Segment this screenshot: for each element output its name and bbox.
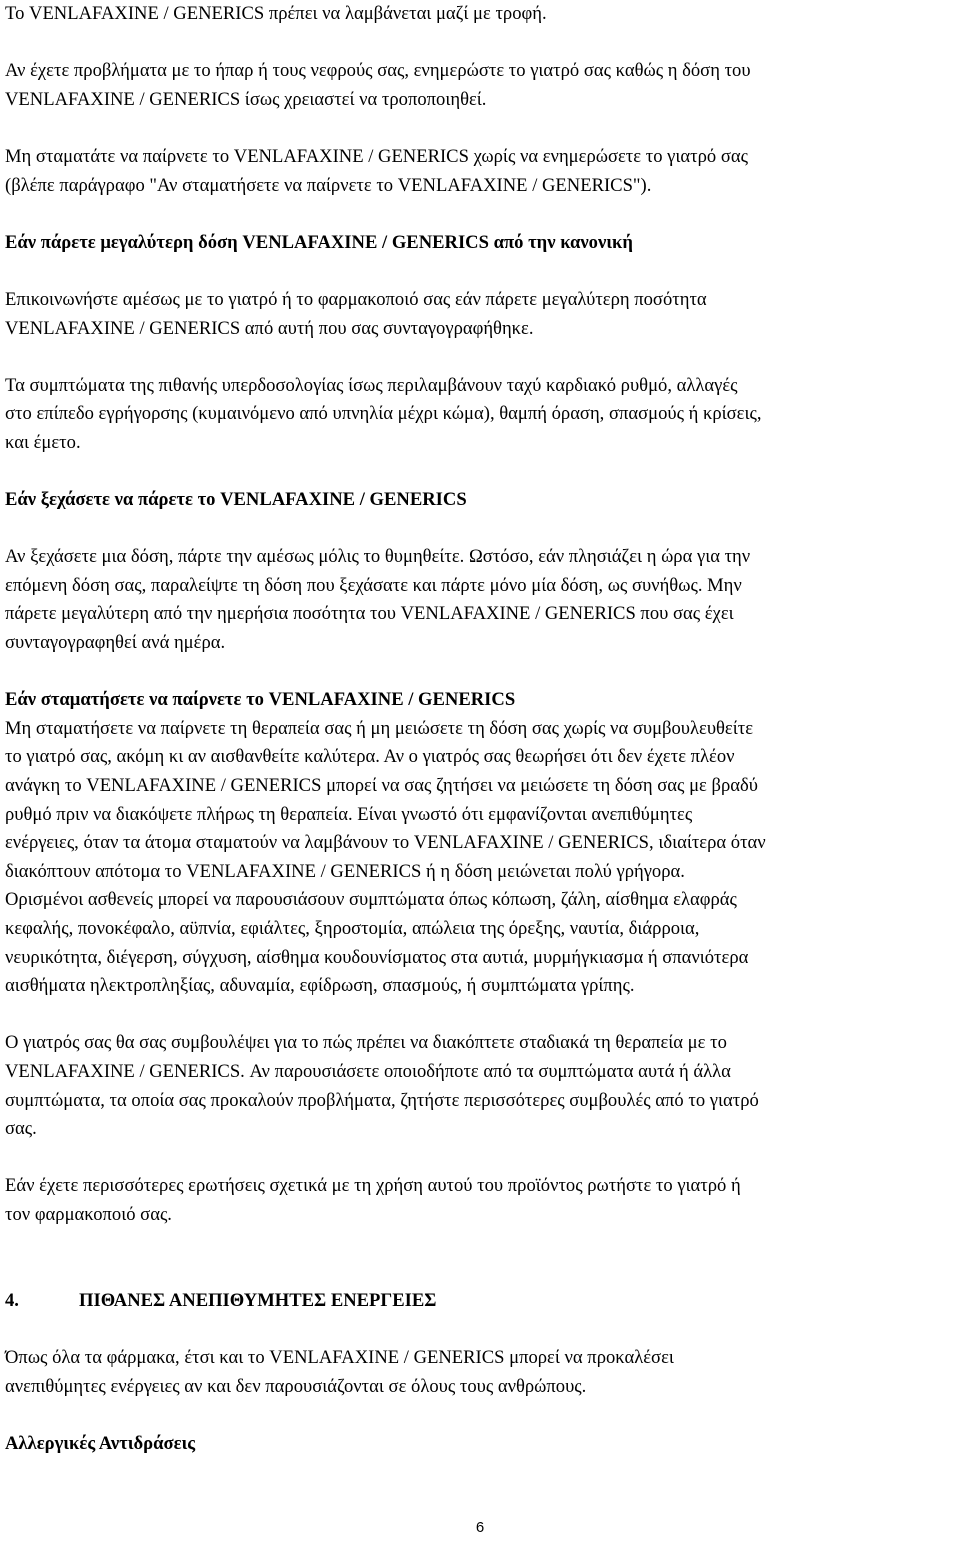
- text-line: Μη σταματάτε να παίρνετε το VENLAFAXINE / GENERICS χωρίς να ενημερώσετε το γιατρό σας: [5, 145, 748, 167]
- spacer: [5, 1001, 955, 1030]
- heading-forget-dose: Εάν ξεχάσετε να πάρετε το VENLAFAXINE / GENERICS: [5, 489, 467, 511]
- text-line: ανάγκη το VENLAFAXINE / GENERICS μπορεί να σας ζητήσει να μειώσετε τη δόση σας με βραδύ: [5, 775, 758, 797]
- text-line: στο επίπεδο εγρήγορσης (κυμαινόμενο από υπνηλία μέχρι κώμα), θαμπή όραση, σπασμούς ή κρίσεις,: [5, 403, 762, 425]
- text-line: συνταγογραφηθεί ανά ημέρα.: [5, 632, 226, 654]
- heading-overdose: Εάν πάρετε μεγαλύτερη δόση VENLAFAXINE / GENERICS από την κανονική: [5, 231, 633, 253]
- text-line: σας.: [5, 1118, 37, 1140]
- text-line: και έμετο.: [5, 431, 81, 453]
- text-line: Μη σταματήσετε να παίρνετε τη θεραπεία σας ή μη μειώσετε τη δόση σας χωρίς να συμβουλευθείτε: [5, 717, 754, 739]
- section-heading: [5, 1287, 955, 1316]
- text-line: Τα συμπτώματα της πιθανής υπερδοσολογίας ίσως περιλαμβάνουν ταχύ καρδιακό ρυθμό, αλλαγές: [5, 374, 738, 396]
- text-line: VENLAFAXINE / GENERICS από αυτή που σας συνταγογραφήθηκε.: [5, 317, 534, 339]
- spacer: [5, 1401, 955, 1430]
- paragraph-doctor-advice: [5, 1029, 955, 1143]
- paragraph-missed-dose: [5, 543, 955, 657]
- spacer: [5, 458, 955, 487]
- text-line: ενέργειες, όταν τα άτομα σταματούν να λαμβάνουν το VENLAFAXINE / GENERICS, ιδιαίτερα όταν: [5, 832, 766, 854]
- paragraph-do-not-stop: [5, 143, 955, 200]
- spacer: [5, 29, 955, 58]
- text-line: VENLAFAXINE / GENERICS. Αν παρουσιάσετε οποιοδήποτε από τα συμπτώματα αυτά ή άλλα: [5, 1060, 731, 1082]
- text-line: Αν έχετε προβλήματα με το ήπαρ ή τους νεφρούς σας, ενημερώστε το γιατρό σας καθώς η δόση του: [5, 60, 751, 82]
- text-line: αισθήματα ηλεκτροπληξίας, αδυναμία, εφίδρωση, σπασμούς, ή συμπτώματα γρίπης.: [5, 975, 635, 997]
- spacer: [5, 515, 955, 544]
- heading-stop-taking: Εάν σταματήσετε να παίρνετε το VENLAFAXINE / GENERICS: [5, 689, 516, 711]
- text-line: Όπως όλα τα φάρμακα, έτσι και το VENLAFAXINE / GENERICS μπορεί να προκαλέσει: [5, 1346, 674, 1368]
- spacer: [5, 257, 955, 286]
- text-line: Το VENLAFAXINE / GENERICS πρέπει να λαμβάνεται μαζί με τροφή.: [5, 3, 547, 24]
- spacer: [5, 1144, 955, 1173]
- paragraph-overdose-symptoms: [5, 372, 955, 458]
- text-line: VENLAFAXINE / GENERICS ίσως χρειαστεί να τροποποιηθεί.: [5, 88, 487, 110]
- paragraph-side-effects-intro: [5, 1344, 955, 1401]
- text-line: ανεπιθύμητες ενέργειες αν και δεν παρουσιάζονται σε όλους τους ανθρώπους.: [5, 1375, 587, 1397]
- text-line: το γιατρό σας, ακόμη κι αν αισθανθείτε καλύτερα. Αν ο γιατρός σας θεωρήσει ότι δεν έχετε πλέον: [5, 746, 735, 768]
- text-line: νευρικότητα, διέγερση, σύγχυση, αίσθημα κουδουνίσματος στα αυτιά, μυρμήγκιασμα ή σπανιότερα: [5, 946, 749, 968]
- text-line: Αν ξεχάσετε μια δόση, πάρτε την αμέσως μόλις το θυμηθείτε. Ωστόσο, εάν πλησιάζει η ώρα για την: [5, 546, 751, 568]
- text-line: Εάν έχετε περισσότερες ερωτήσεις σχετικά με τη χρήση αυτού του προϊόντος ρωτήστε το γιατρό ή: [5, 1175, 741, 1197]
- text-line: Ορισμένοι ασθενείς μπορεί να παρουσιάσουν συμπτώματα όπως κόπωση, ζάλη, αίσθημα ελαφράς: [5, 889, 737, 911]
- text-line: τον φαρμακοποιό σας.: [5, 1203, 172, 1225]
- spacer: [5, 114, 955, 143]
- text-line: κεφαλής, πονοκέφαλο, αϋπνία, εφιάλτες, ξηροστομία, απώλεια της όρεξης, ναυτία, διάρροια,: [5, 918, 700, 939]
- document-page: [5, 0, 955, 1458]
- paragraph-overdose-contact: [5, 286, 955, 343]
- text-line: Ο γιατρός σας θα σας συμβουλέψει για το πώς πρέπει να διακόπτετε σταδιακά τη θεραπεία με το: [5, 1032, 727, 1054]
- spacer: [5, 1258, 955, 1287]
- section-title: ΠΙΘΑΝΕΣ ΑΝΕΠΙΘΥΜΗΤΕΣ ΕΝΕΡΓΕΙΕΣ: [79, 1289, 437, 1311]
- section-number: 4.: [5, 1289, 19, 1311]
- spacer: [5, 200, 955, 229]
- text-line: επόμενη δόση σας, παραλείψτε τη δόση που ξεχάσατε και πάρτε μόνο μία δόση, ως συνήθως. Μην: [5, 574, 742, 596]
- spacer: [5, 658, 955, 687]
- spacer: [5, 1230, 955, 1259]
- paragraph-more-questions: [5, 1172, 955, 1229]
- spacer: [5, 1315, 955, 1344]
- text-line: διακόπτουν απότομα το VENLAFAXINE / GENERICS ή η δόση μειώνεται πολύ γρήγορα.: [5, 860, 685, 882]
- paragraph-take-with-food: [5, 0, 955, 29]
- text-line: ρυθμό πριν να διακόψετε πλήρως τη θεραπεία. Είναι γνωστό ότι εμφανίζονται ανεπιθύμητες: [5, 803, 693, 825]
- paragraph-stopping-treatment: [5, 715, 955, 1001]
- text-line: συμπτώματα, τα οποία σας προκαλούν προβλήματα, ζητήστε περισσότερες συμβουλές από το γιατρό: [5, 1089, 759, 1111]
- page-number: 6: [475, 1519, 485, 1536]
- paragraph-liver-kidney: [5, 57, 955, 114]
- heading-allergic-reactions: Αλλεργικές Αντιδράσεις: [5, 1432, 196, 1454]
- text-line: πάρετε μεγαλύτερη από την ημερήσια ποσότητα του VENLAFAXINE / GENERICS που σας έχει: [5, 603, 734, 625]
- text-line: Επικοινωνήστε αμέσως με το γιατρό ή το φαρμακοποιό σας εάν πάρετε μεγαλύτερη ποσότητα: [5, 288, 707, 310]
- text-line: (βλέπε παράγραφο "Αν σταματήσετε να παίρνετε το VENLAFAXINE / GENERICS").: [5, 174, 652, 196]
- spacer: [5, 343, 955, 372]
